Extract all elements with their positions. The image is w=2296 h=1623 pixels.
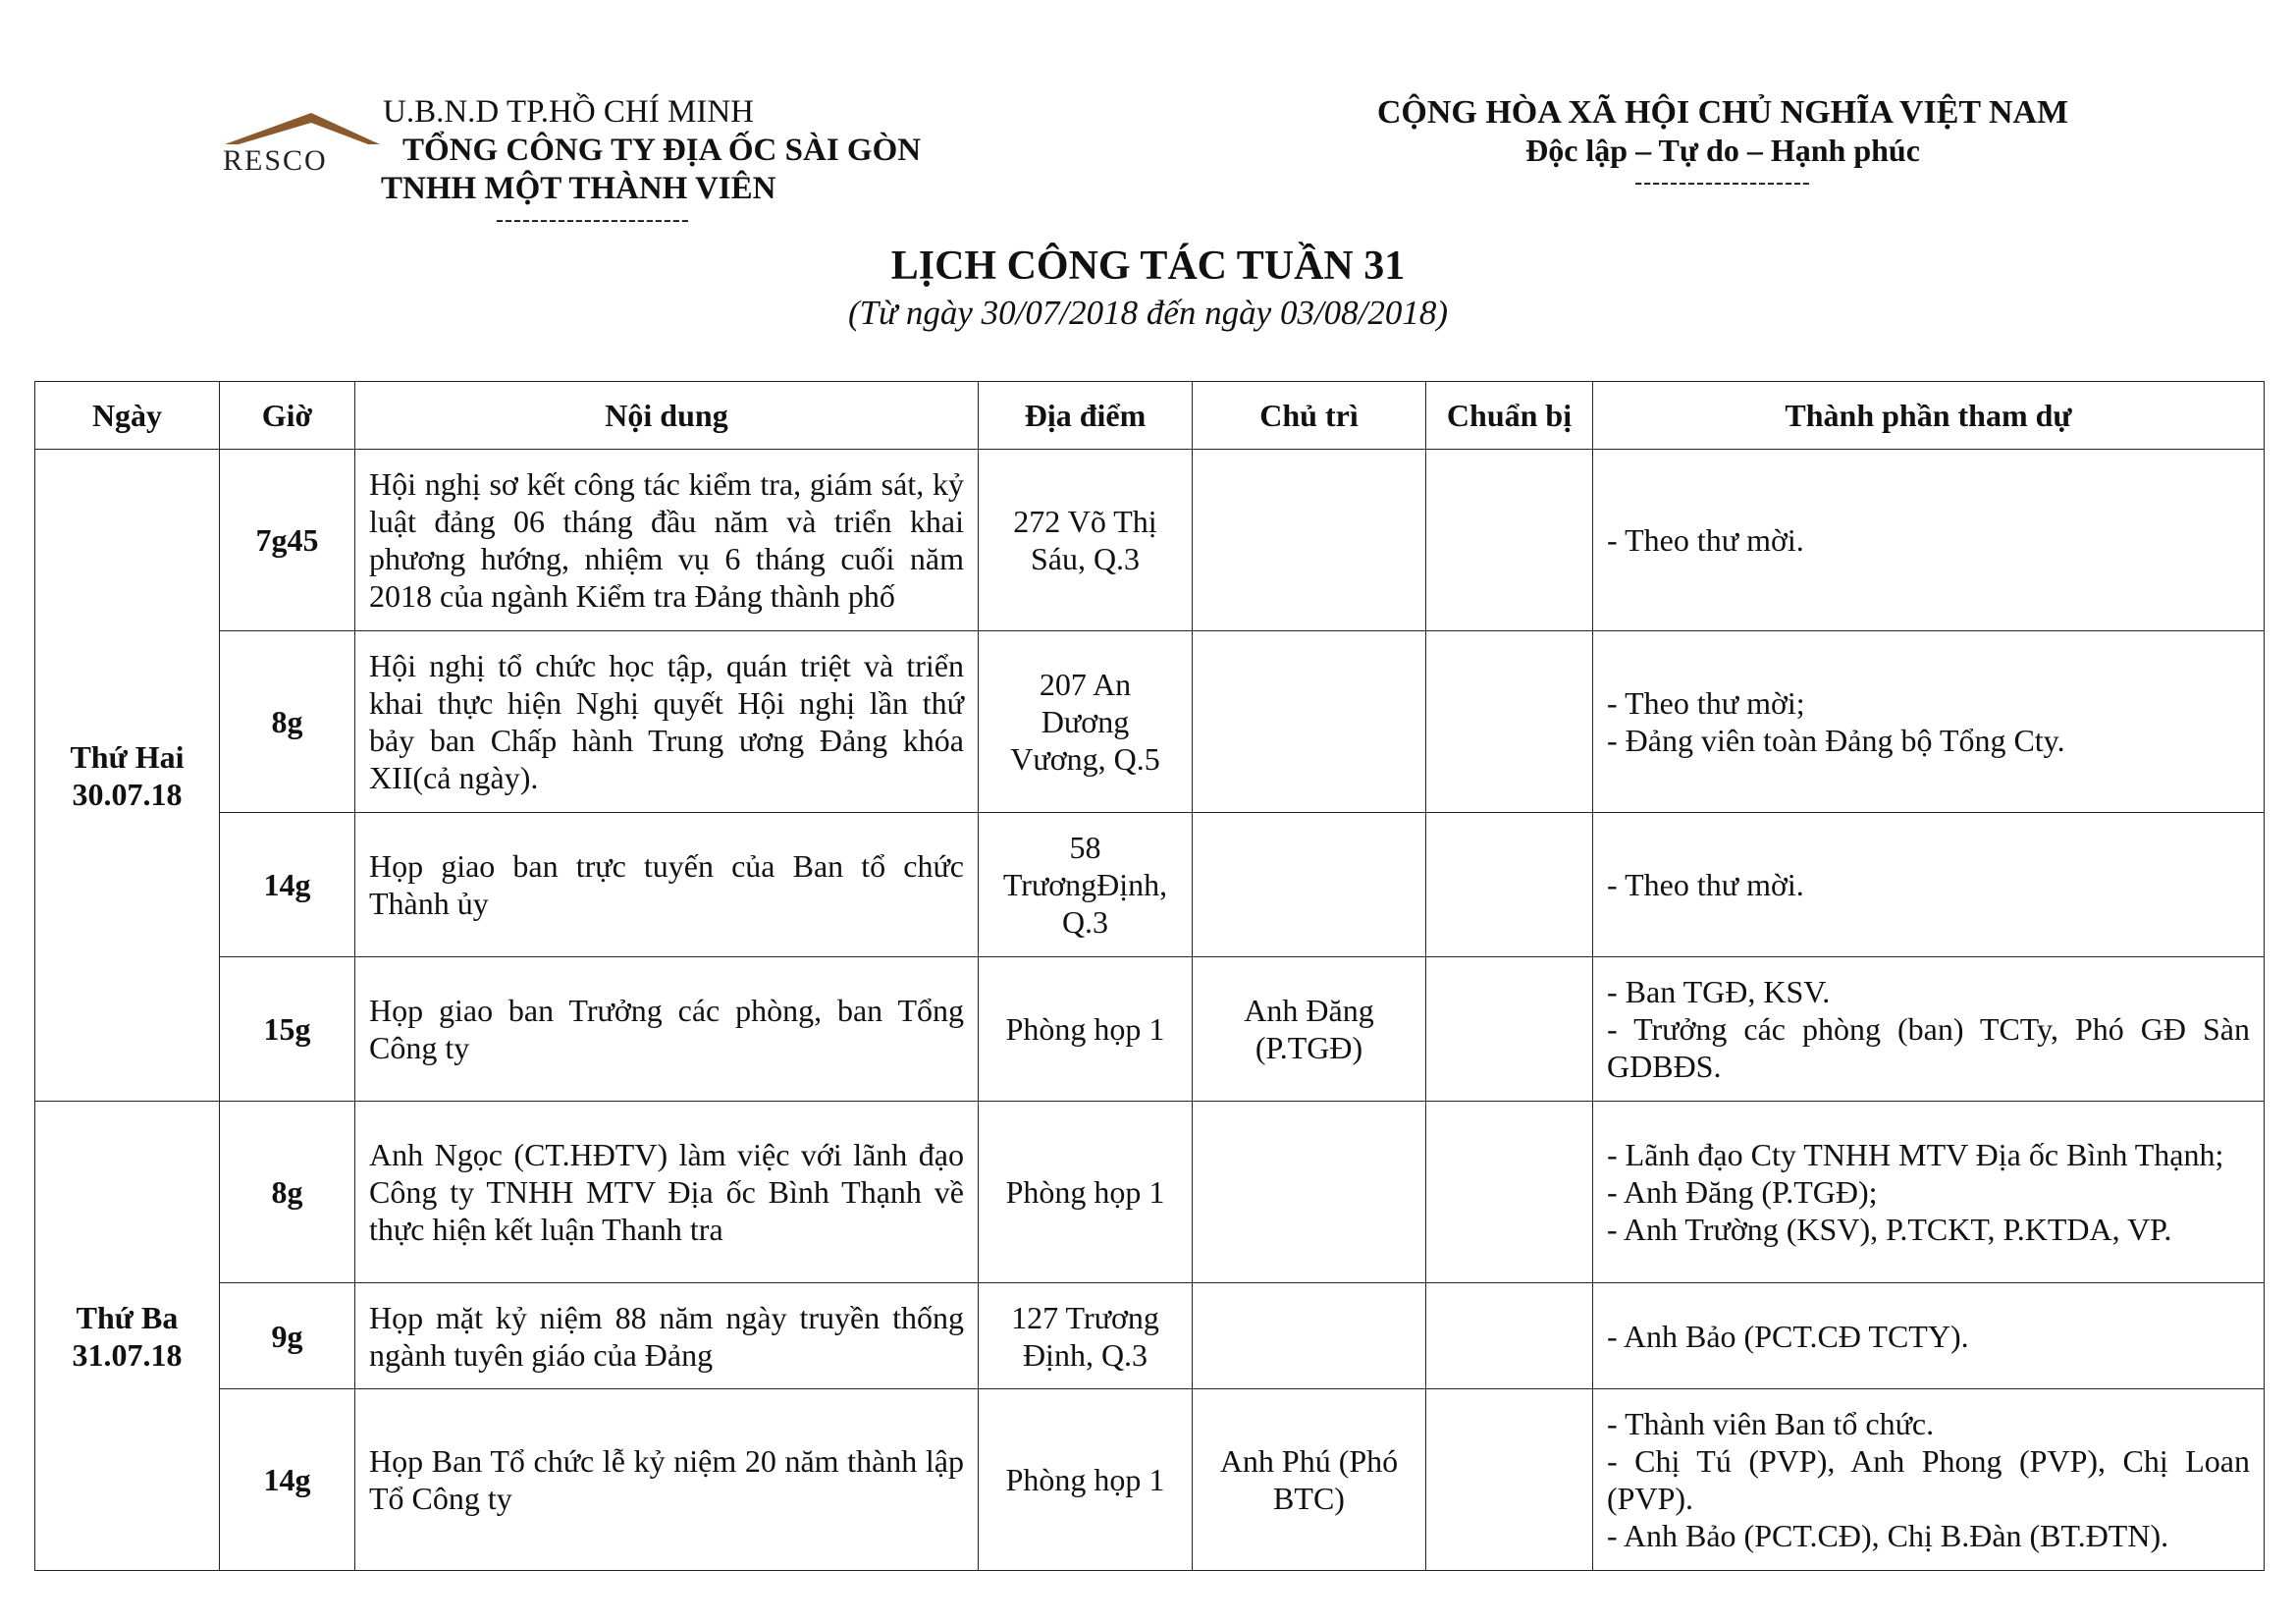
prepare-cell: [1426, 957, 1593, 1102]
right-separator: --------------------: [1634, 170, 1811, 195]
attendees-cell: [1593, 450, 2265, 631]
place-cell: 272 Võ Thị Sáu, Q.3: [979, 450, 1193, 631]
attendee-line: - Trưởng các phòng (ban) TCTy, Phó GĐ Sàn GDBĐS.: [1607, 1011, 2250, 1084]
day-cell: [35, 1102, 220, 1571]
city-committee: U.B.N.D TP.HỒ CHÍ MINH: [383, 94, 755, 130]
col-header-place: Địa điểm: [979, 382, 1193, 450]
title-block: [0, 241, 2296, 335]
col-header-attendees: Thành phần tham dự: [1593, 382, 2265, 450]
time-cell: 9g: [220, 1283, 355, 1389]
header-row: [35, 382, 2265, 450]
content-cell: Anh Ngọc (CT.HĐTV) làm việc với lãnh đạo Công ty TNHH MTV Địa ốc Bình Thạnh về thực hiện kết luận Thanh tra: [355, 1102, 979, 1283]
table-row: [35, 813, 2265, 957]
time-cell: 8g: [220, 1102, 355, 1283]
company-name: TỔNG CÔNG TY ĐỊA ỐC SÀI GÒN: [402, 133, 922, 168]
table-row: [35, 1389, 2265, 1571]
host-cell: Anh Đăng (P.TGĐ): [1193, 957, 1426, 1102]
host-cell: [1193, 631, 1426, 813]
host-cell: [1193, 1283, 1426, 1389]
place-cell: Phòng họp 1: [979, 1102, 1193, 1283]
day-name: Thứ Ba: [76, 1299, 179, 1335]
day-date: 31.07.18: [72, 1336, 183, 1373]
attendee-line: - Anh Đăng (P.TGĐ);: [1607, 1174, 1878, 1210]
table-row: [35, 1283, 2265, 1389]
col-header-prepare: Chuẩn bị: [1426, 382, 1593, 450]
content-cell: Hội nghị sơ kết công tác kiểm tra, giám sát, kỷ luật đảng 06 tháng đầu năm và triển khai phương hướng, nhiệm vụ 6 tháng cuối năm 2018 của ngành Kiểm tra Đảng thành phố: [355, 450, 979, 631]
time-cell: 15g: [220, 957, 355, 1102]
schedule-table: [34, 381, 2265, 1571]
attendee-line: - Lãnh đạo Cty TNHH MTV Địa ốc Bình Thạnh;: [1607, 1137, 2224, 1172]
place-cell: 207 An Dương Vương, Q.5: [979, 631, 1193, 813]
attendee-line: - Ban TGĐ, KSV.: [1607, 974, 1831, 1009]
content-cell: Họp Ban Tổ chức lễ kỷ niệm 20 năm thành lập Tổ Công ty: [355, 1389, 979, 1571]
left-separator: ----------------------: [496, 207, 690, 233]
attendee-line: - Theo thư mời.: [1607, 522, 1804, 558]
attendee-line: - Theo thư mời;: [1607, 685, 1805, 721]
host-cell: Anh Phú (Phó BTC): [1193, 1389, 1426, 1571]
content-cell: Họp mặt kỷ niệm 88 năm ngày truyền thống ngành tuyên giáo của Đảng: [355, 1283, 979, 1389]
time-cell: 14g: [220, 813, 355, 957]
content-cell: Họp giao ban trực tuyến của Ban tổ chức Thành ủy: [355, 813, 979, 957]
host-cell: [1193, 1102, 1426, 1283]
prepare-cell: [1426, 1102, 1593, 1283]
content-cell: Họp giao ban Trưởng các phòng, ban Tổng Công ty: [355, 957, 979, 1102]
col-header-content: Nội dung: [355, 382, 979, 450]
place-cell: Phòng họp 1: [979, 957, 1193, 1102]
table-row: [35, 450, 2265, 631]
national-header: [1315, 93, 2130, 195]
attendee-line: - Đảng viên toàn Đảng bộ Tổng Cty.: [1607, 723, 2065, 758]
attendees-cell: [1593, 631, 2265, 813]
org-header: [216, 93, 962, 232]
page-title: LỊCH CÔNG TÁC TUẦN 31: [890, 243, 1406, 289]
host-cell: [1193, 813, 1426, 957]
attendee-line: - Chị Tú (PVP), Anh Phong (PVP), Chị Loan (PVP).: [1607, 1443, 2250, 1516]
prepare-cell: [1426, 1389, 1593, 1571]
prepare-cell: [1426, 1283, 1593, 1389]
table-row: [35, 957, 2265, 1102]
national-name: CỘNG HÒA XÃ HỘI CHỦ NGHĨA VIỆT NAM: [1376, 94, 2069, 131]
table-row: [35, 631, 2265, 813]
attendee-line: - Anh Trường (KSV), P.TCKT, P.KTDA, VP.: [1607, 1212, 2172, 1247]
attendees-cell: [1593, 813, 2265, 957]
day-date: 30.07.18: [72, 776, 183, 812]
time-cell: 7g45: [220, 450, 355, 631]
attendees-cell: [1593, 1102, 2265, 1283]
attendee-line: - Anh Bảo (PCT.CĐ), Chị B.Đàn (BT.ĐTN).: [1607, 1518, 2169, 1553]
prepare-cell: [1426, 450, 1593, 631]
day-cell: [35, 450, 220, 1102]
logo-text: RESCO: [223, 144, 328, 177]
table-row: [35, 1102, 2265, 1283]
day-name: Thứ Hai: [70, 738, 185, 775]
place-cell: Phòng họp 1: [979, 1389, 1193, 1571]
content-cell: Hội nghị tổ chức học tập, quán triệt và triển khai thực hiện Nghị quyết Hội nghị lần thứ bảy ban Chấp hành Trung ương Đảng khóa XII(cả ngày).: [355, 631, 979, 813]
col-header-time: Giờ: [220, 382, 355, 450]
attendees-cell: [1593, 957, 2265, 1102]
attendees-cell: [1593, 1389, 2265, 1571]
attendee-line: - Anh Bảo (PCT.CĐ TCTY).: [1607, 1318, 1969, 1354]
attendees-cell: [1593, 1283, 2265, 1389]
col-header-host: Chủ trì: [1193, 382, 1426, 450]
prepare-cell: [1426, 631, 1593, 813]
company-type: TNHH MỘT THÀNH VIÊN: [381, 171, 776, 206]
place-cell: 58 TrươngĐịnh, Q.3: [979, 813, 1193, 957]
place-cell: 127 Trương Định, Q.3: [979, 1283, 1193, 1389]
col-header-day: Ngày: [35, 382, 220, 450]
attendee-line: - Thành viên Ban tổ chức.: [1607, 1406, 1935, 1441]
date-range: (Từ ngày 30/07/2018 đến ngày 03/08/2018): [847, 294, 1449, 332]
host-cell: [1193, 450, 1426, 631]
time-cell: 8g: [220, 631, 355, 813]
national-motto: Độc lập – Tự do – Hạnh phúc: [1525, 133, 1920, 168]
time-cell: 14g: [220, 1389, 355, 1571]
prepare-cell: [1426, 813, 1593, 957]
attendee-line: - Theo thư mời.: [1607, 867, 1804, 902]
